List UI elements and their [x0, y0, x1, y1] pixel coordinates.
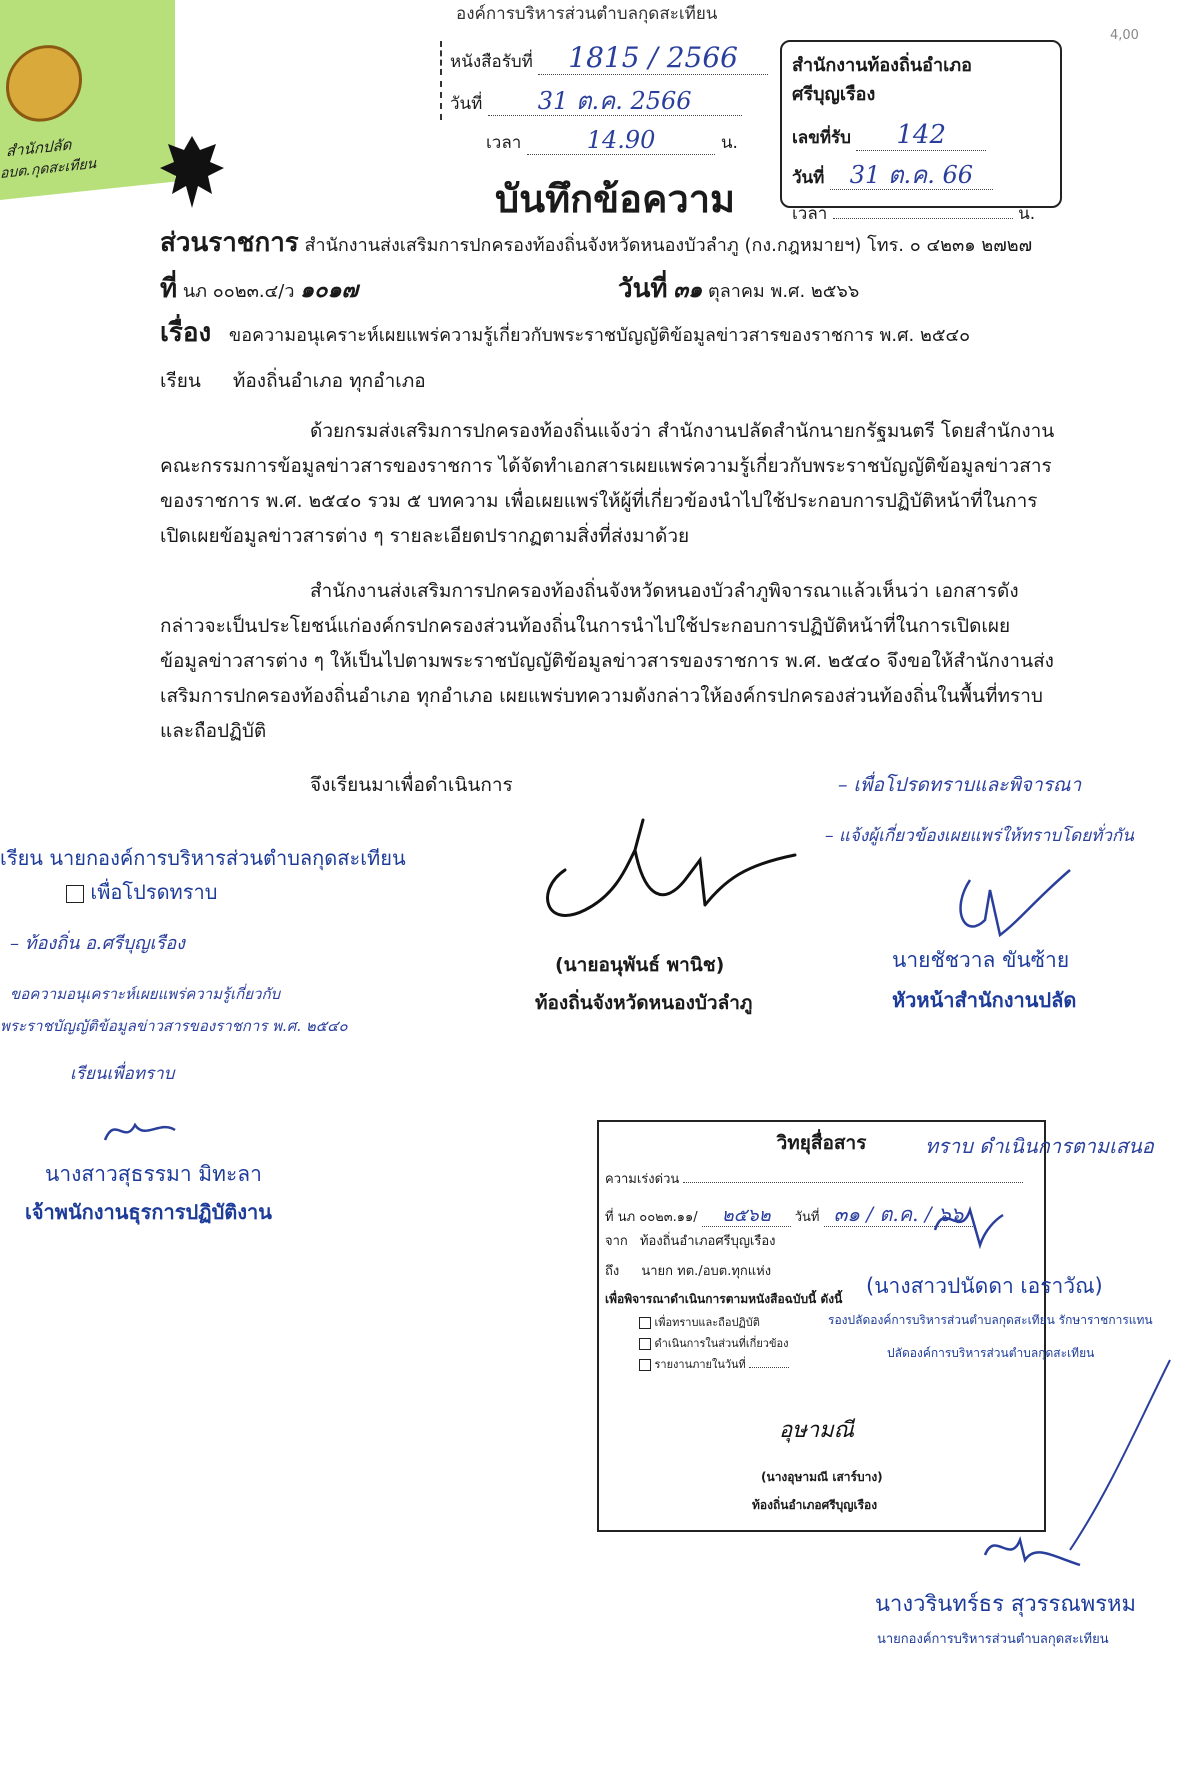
right-note-signature	[940, 860, 1080, 950]
radio-opt1: เพื่อทราบและถือปฏิบัติ	[654, 1316, 760, 1329]
stamp-org: องค์การบริหารส่วนตำบลกุดสะเทียน	[456, 4, 718, 24]
right-note-hand2: – แจ้งผู้เกี่ยวข้องเผยแพร่ให้ทราบโดยทั่วกัน	[825, 826, 1134, 846]
left-note-checkbox-row	[66, 876, 217, 908]
agency-text: สำนักงานส่งเสริมการปกครองท้องถิ่นจังหวัดหนองบัวลำภู (กง.กฎหมายฯ) โทร. ๐ ๔๒๓๑ ๒๗๒๗	[304, 235, 1033, 256]
left-note-hand4: เรียนเพื่อทราบ	[70, 1064, 175, 1084]
mayor-title: นายกองค์การบริหารส่วนตำบลกุดสะเทียน	[877, 1632, 1109, 1647]
left-note-checkbox-label: เพื่อโปรดทราบ	[90, 880, 218, 904]
radio-from-label: จาก	[605, 1234, 628, 1249]
main-signature	[525, 810, 805, 944]
stamp-right-org: สำนักงานท้องถิ่นอำเภอศรีบุญเรือง	[792, 55, 972, 105]
subject-text: ขอความอนุเคราะห์เผยแพร่ความรู้เกี่ยวกับพระราชบัญญัติข้อมูลข่าวสารของราชการ พ.ศ. ๒๕๔๐	[228, 325, 971, 346]
receive-stamp-top	[440, 0, 778, 160]
radio-opt3-checkbox[interactable]	[639, 1359, 651, 1371]
radio-opt1-checkbox[interactable]	[639, 1317, 651, 1329]
no-label: ที่	[160, 274, 178, 304]
radio-purpose: เพื่อพิจารณาดำเนินการตามหนังสือฉบับนี้ ดังนี้	[605, 1292, 843, 1306]
body-paragraph-2: สำนักงานส่งเสริมการปกครองท้องถิ่นจังหวัดหนองบัวลำภูพิจารณาแล้วเห็นว่า เอกสารดังกล่าวจะเป็นประโยชน์แก่องค์กรปกครองส่วนท้องถิ่นในการนำไปใช้ประกอบการปฏิบัติหน้าที่ในการเปิดเผยข้อมูลข่าวสารต่าง ๆ ให้เป็นไปตามพระราชบัญญัติข้อมูลข่าวสารของราชการ พ.ศ. ๒๕๔๐ จึงขอให้สำนักงานส่งเสริมการปกครองท้องถิ่นอำเภอ ทุกอำเภอ เผยแพร่บทความดังกล่าวให้องค์กรปกครองส่วนท้องถิ่นในพื้นที่ทราบและถือปฏิบัติ	[160, 580, 1054, 742]
left-note-to: เรียน นายกองค์การบริหารส่วนตำบลกุดสะเทียน	[0, 846, 406, 870]
sticker-line2: อบต.กุดสะเทียน	[0, 155, 97, 182]
sticker-line1: สำนักปลัด	[6, 135, 72, 161]
agency-line	[160, 222, 1032, 263]
radio-opt3: รายงานภายในวันที่	[654, 1358, 746, 1371]
radio-urgency-label: ความเร่งด่วน	[605, 1172, 680, 1187]
left-note-signature	[100, 1110, 180, 1150]
stamp-right-date: 31 ต.ค. 66	[830, 161, 993, 190]
body-paragraph-1: ด้วยกรมส่งเสริมการปกครองท้องถิ่นแจ้งว่า สำนักงานปลัดสำนักนายกรัฐมนตรี โดยสำนักงานคณะกรรมการข้อมูลข่าวสารของราชการ ได้จัดทำเอกสารเผยแพร่ความรู้เกี่ยวกับพระราชบัญญัติข้อมูลข่าวสารของราชการ พ.ศ. ๒๕๔๐ รวม ๕ บทความ เพื่อเผยแพร่ให้ผู้ที่เกี่ยวข้องนำไปใช้ประกอบการปฏิบัติหน้าที่ในการเปิดเผยข้อมูลข่าวสารต่าง ๆ รายละเอียดปรากฏตามสิ่งที่ส่งมาด้วย	[160, 420, 1055, 547]
stamp-right-recv-no: 142	[856, 120, 986, 151]
stamp-date-label: วันที่	[450, 94, 483, 114]
subject-label: เรื่อง	[160, 318, 212, 348]
main-signer-name: (นายอนุพันธ์ พานิช)	[555, 954, 725, 976]
deputy-title2: ปลัดองค์การบริหารส่วนตำบลกุดสะเทียน	[887, 1346, 1095, 1360]
date-label: วันที่	[618, 274, 668, 304]
date-text: ตุลาคม พ.ศ. ๒๕๖๖	[708, 281, 860, 302]
left-note-name: นางสาวสุธรรมา มิทะลา	[45, 1162, 262, 1186]
subject-line	[160, 312, 970, 353]
stamp-book-label: หนังสือรับที่	[450, 52, 533, 72]
stamp-time: 14.90	[527, 126, 716, 155]
mayor-signature	[975, 1525, 1085, 1575]
left-note-hand2: ขอความอนุเคราะห์เผยแพร่ความรู้เกี่ยวกับ	[10, 985, 281, 1003]
radio-signer-name: (นางอุษามณี เสาร์บาง)	[761, 1470, 883, 1484]
radio-opt2-checkbox[interactable]	[639, 1338, 651, 1350]
left-note-hand1: – ท้องถิ่น อ.ศรีบุญเรือง	[10, 933, 185, 954]
mayor-name: นางวรินทร์ธร สุวรรณพรหม	[875, 1592, 1137, 1617]
stamp-time-suffix: น.	[720, 133, 738, 153]
radio-title: วิทยุสื่อสาร	[776, 1132, 867, 1154]
corner-note: 4,00	[1110, 28, 1139, 43]
closing-text: จึงเรียนมาเพื่อดำเนินการ	[310, 774, 513, 796]
radio-signer-title: ท้องถิ่นอำเภอศรีบุญเรือง	[752, 1498, 878, 1512]
left-note-hand3: พระราชบัญญัติข้อมูลข่าวสารของราชการ พ.ศ. ๒๕๔๐	[0, 1017, 348, 1035]
receive-stamp-right	[780, 40, 1062, 224]
right-note-name: นายชัชวาล ขันซ้าย	[892, 948, 1070, 972]
stamp-right-recv-label: เลขที่รับ	[792, 128, 851, 148]
date-hand: ๓๑	[673, 278, 703, 303]
left-note-title: เจ้าพนักงานธุรการปฏิบัติงาน	[25, 1200, 272, 1224]
radio-to-label: ถึง	[605, 1264, 620, 1279]
memo-title: บันทึกข้อความ	[495, 177, 736, 221]
no-hand: ๑๐๑๗	[300, 278, 359, 303]
main-signer-title: ท้องถิ่นจังหวัดหนองบัวลำภู	[535, 992, 753, 1014]
deputy-signature	[925, 1190, 1005, 1250]
no-line	[160, 268, 358, 309]
stamp-date: 31 ต.ค. 2566	[488, 87, 742, 116]
stamp-right-date-label: วันที่	[792, 168, 825, 188]
to-label: เรียน	[160, 370, 201, 392]
radio-to: นายก ทต./อบต.ทุกแห่ง	[641, 1264, 772, 1279]
green-sticker	[0, 0, 175, 200]
to-line	[160, 366, 426, 396]
garuda-emblem-icon	[158, 132, 226, 212]
main-signature-mark	[525, 810, 805, 940]
to-text: ท้องถิ่นอำเภอ ทุกอำเภอ	[232, 370, 426, 392]
stamp-right-time-suffix: น.	[1018, 204, 1036, 224]
left-note-checkbox[interactable]	[66, 885, 84, 903]
radio-date-hand: ๓๑ / ต.ค. / ๖๖	[824, 1202, 974, 1227]
radio-no-label: ที่ นภ ๐๐๒๓.๑๑/	[605, 1210, 698, 1225]
deputy-title1: รองปลัดองค์การบริหารส่วนตำบลกุดสะเทียน รักษาราชการแทน	[828, 1313, 1153, 1327]
radio-no-hand: ๒๕๖๒	[702, 1205, 791, 1227]
right-note-hand1: – เพื่อโปรดทราบและพิจารณา	[838, 774, 1082, 796]
stamp-time-label: เวลา	[486, 133, 522, 153]
date-line	[618, 268, 859, 309]
radio-from: ท้องถิ่นอำเภอศรีบุญเรือง	[639, 1234, 776, 1249]
stamp-right-time-label: เวลา	[792, 204, 828, 224]
radio-date-label: วันที่	[794, 1210, 820, 1225]
seal-icon	[6, 41, 82, 125]
no-text: นภ ๐๐๒๓.๔/ว	[182, 281, 295, 302]
right-note-title: หัวหน้าสำนักงานปลัด	[892, 988, 1077, 1012]
radio-opt2: ดำเนินการในส่วนที่เกี่ยวข้อง	[654, 1337, 789, 1350]
radio-hand-sign: อุษามณี	[779, 1418, 854, 1443]
deputy-hand-top: ทราบ ดำเนินการตามเสนอ	[925, 1134, 1154, 1158]
deputy-name: (นางสาวปนัดดา เอราวัณ)	[866, 1274, 1103, 1298]
agency-label: ส่วนราชการ	[160, 228, 299, 258]
stamp-book-no: 1815 / 2566	[538, 41, 768, 75]
